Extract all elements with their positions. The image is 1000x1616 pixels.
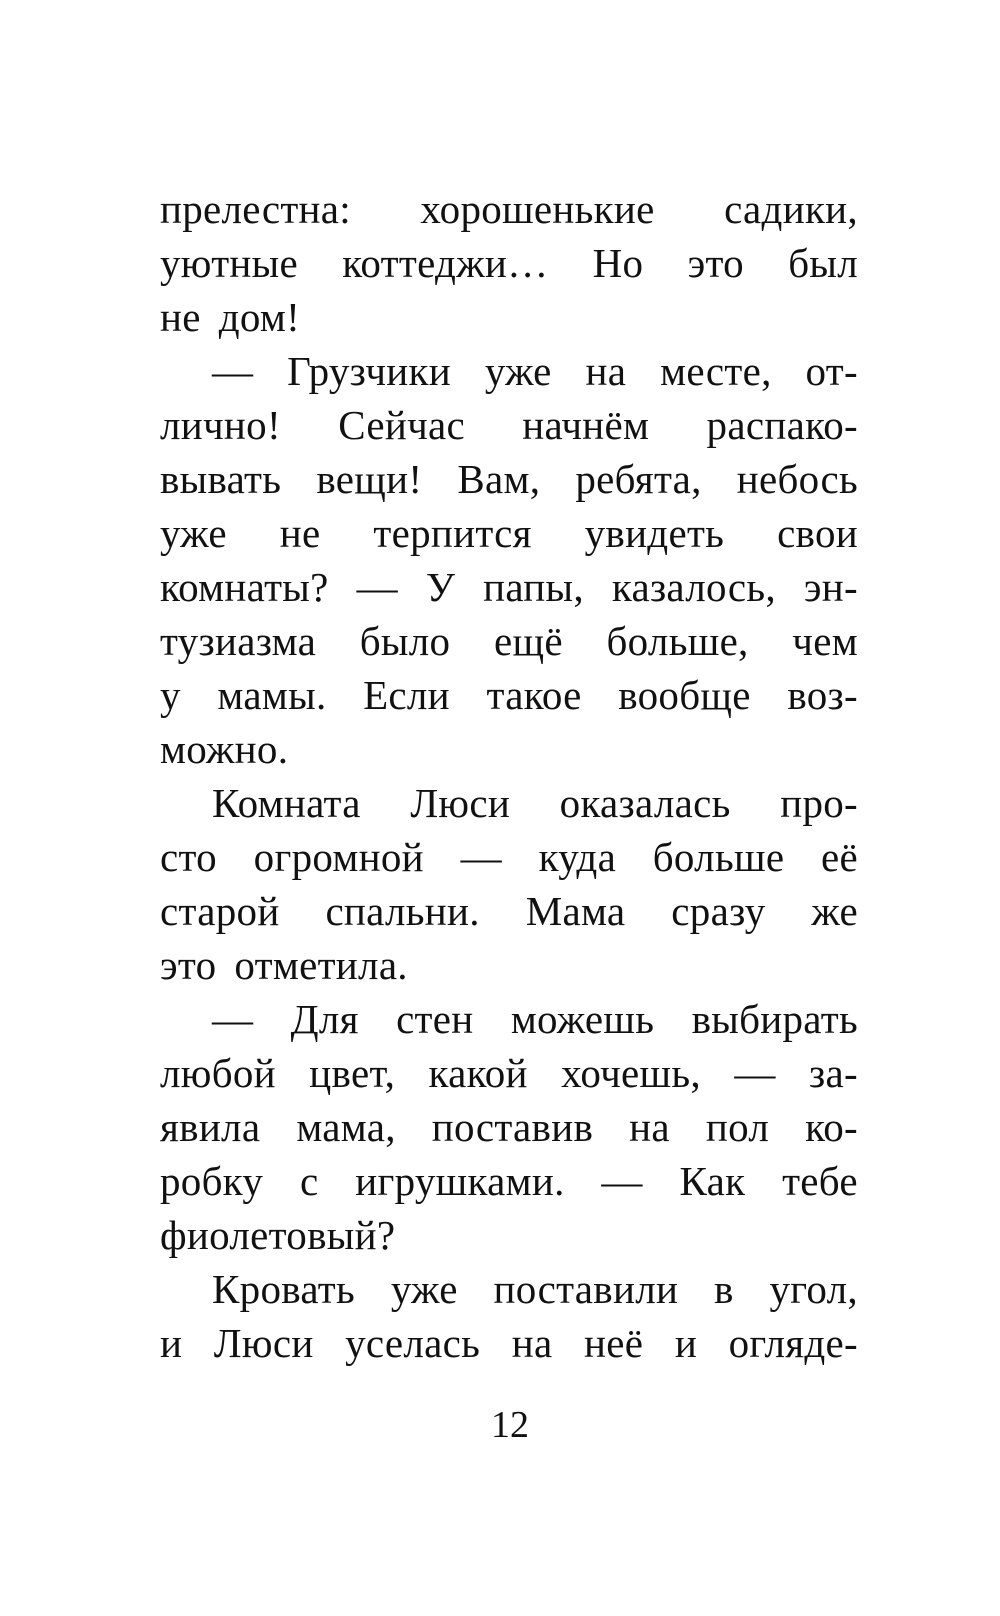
- word: лично!: [160, 402, 281, 448]
- text-line: [160, 1208, 858, 1262]
- word: это: [687, 240, 744, 286]
- word: терпится: [373, 510, 532, 556]
- word: садики,: [724, 186, 858, 232]
- word: огляде-: [728, 1320, 858, 1366]
- word: тебе: [782, 1158, 858, 1204]
- word: уже: [160, 510, 227, 556]
- word: уютные: [160, 240, 298, 286]
- word: было: [359, 618, 451, 664]
- word: на: [629, 1104, 670, 1150]
- text-line: [160, 830, 858, 884]
- word: её: [820, 834, 858, 880]
- word: казалось,: [611, 564, 776, 610]
- word: старой: [160, 888, 280, 934]
- word: свои: [777, 510, 858, 556]
- text-line: [160, 668, 858, 722]
- text-line: [160, 938, 858, 992]
- word: можешь: [510, 996, 655, 1042]
- word: за-: [809, 1050, 858, 1096]
- word: Вам,: [457, 456, 541, 502]
- word: Грузчики: [287, 348, 451, 394]
- word: стен: [396, 996, 474, 1042]
- word: сразу: [671, 888, 766, 934]
- word: уже: [484, 348, 552, 394]
- word: Если: [363, 672, 450, 718]
- word: Мама: [525, 888, 626, 934]
- word: вообще: [618, 672, 751, 718]
- word: хорошенькие: [420, 186, 655, 232]
- word: Кровать: [212, 1266, 356, 1312]
- word: воз-: [787, 672, 858, 718]
- word: Сейчас: [338, 402, 465, 448]
- word: сто: [160, 834, 217, 880]
- word: и: [160, 1320, 183, 1366]
- word: Люси: [410, 780, 511, 826]
- word: прелестна:: [160, 186, 351, 232]
- word: ко-: [805, 1104, 858, 1150]
- word: мамы.: [217, 672, 327, 718]
- word: был: [788, 240, 858, 286]
- text-line: [160, 452, 858, 506]
- text-line: [160, 398, 858, 452]
- word: хочешь,: [561, 1050, 701, 1096]
- text-line: [160, 506, 858, 560]
- word: папы,: [483, 564, 584, 610]
- text-line: [160, 290, 858, 344]
- word: —: [212, 348, 254, 394]
- word: комнаты?: [160, 564, 329, 610]
- word: вывать: [160, 456, 282, 502]
- word: любой: [160, 1050, 276, 1096]
- word: спальни.: [325, 888, 480, 934]
- word: про-: [780, 780, 858, 826]
- word: ещё: [493, 618, 563, 664]
- word: распако-: [706, 402, 858, 448]
- word: коттеджи…: [342, 240, 549, 286]
- word: ребята,: [575, 456, 702, 502]
- word: У: [425, 564, 456, 610]
- text-line: [160, 1154, 858, 1208]
- word: куда: [538, 834, 617, 880]
- word: игрушками.: [355, 1158, 565, 1204]
- word: огромной: [253, 834, 424, 880]
- word: с: [299, 1158, 319, 1204]
- text-line: [160, 1316, 858, 1370]
- word: же: [811, 888, 858, 934]
- word: больше,: [606, 618, 749, 664]
- word: увидеть: [584, 510, 725, 556]
- word: явила: [160, 1104, 261, 1150]
- word: угол,: [769, 1266, 858, 1312]
- word: больше: [652, 834, 785, 880]
- word: —: [734, 1050, 776, 1096]
- word: выбирать: [691, 996, 858, 1042]
- word: —: [460, 834, 502, 880]
- text-line: [160, 1046, 858, 1100]
- word: небось: [736, 456, 858, 502]
- word: такое: [486, 672, 582, 718]
- word: Комната: [212, 780, 361, 826]
- word: не: [160, 294, 201, 340]
- word: цвет,: [309, 1050, 396, 1096]
- word: Люси: [213, 1320, 314, 1366]
- word: пол: [705, 1104, 770, 1150]
- word: какой: [428, 1050, 528, 1096]
- word: неё: [584, 1320, 644, 1366]
- word: в: [714, 1266, 734, 1312]
- word: мама,: [296, 1104, 396, 1150]
- text-line: [160, 992, 858, 1046]
- text-line: [160, 344, 858, 398]
- body-text: [160, 182, 858, 1370]
- text-line: [160, 182, 858, 236]
- text-line: [160, 1262, 858, 1316]
- text-line: [160, 884, 858, 938]
- word: тузиазма: [160, 618, 317, 664]
- word: —: [356, 564, 398, 610]
- word: от-: [805, 348, 858, 394]
- word: отметила.: [234, 942, 408, 988]
- text-line: [160, 560, 858, 614]
- word: и: [674, 1320, 698, 1366]
- word: Для: [290, 996, 359, 1042]
- word: Но: [592, 240, 644, 286]
- word: Как: [679, 1158, 746, 1204]
- word: поставив: [431, 1104, 594, 1150]
- word: не: [279, 510, 321, 556]
- text-line: [160, 1100, 858, 1154]
- word: —: [212, 996, 254, 1042]
- word: можно.: [160, 726, 289, 772]
- word: фиолетовый?: [160, 1212, 396, 1258]
- word: уже: [390, 1266, 458, 1312]
- word: на: [511, 1320, 553, 1366]
- word: уселась: [345, 1320, 481, 1366]
- page-number: 12: [491, 1404, 529, 1446]
- word: на: [585, 348, 627, 394]
- word: робку: [160, 1158, 264, 1204]
- word: у: [160, 672, 181, 718]
- word: месте,: [660, 348, 772, 394]
- word: —: [601, 1158, 643, 1204]
- word: чем: [792, 618, 858, 664]
- word: дом!: [218, 294, 301, 340]
- text-line: [160, 236, 858, 290]
- text-line: [160, 722, 858, 776]
- word: эн-: [803, 564, 858, 610]
- word: оказалась: [559, 780, 731, 826]
- word: начнём: [522, 402, 650, 448]
- word: вещи!: [316, 456, 423, 502]
- word: это: [160, 942, 217, 988]
- text-line: [160, 614, 858, 668]
- word: поставили: [493, 1266, 679, 1312]
- text-line: [160, 776, 858, 830]
